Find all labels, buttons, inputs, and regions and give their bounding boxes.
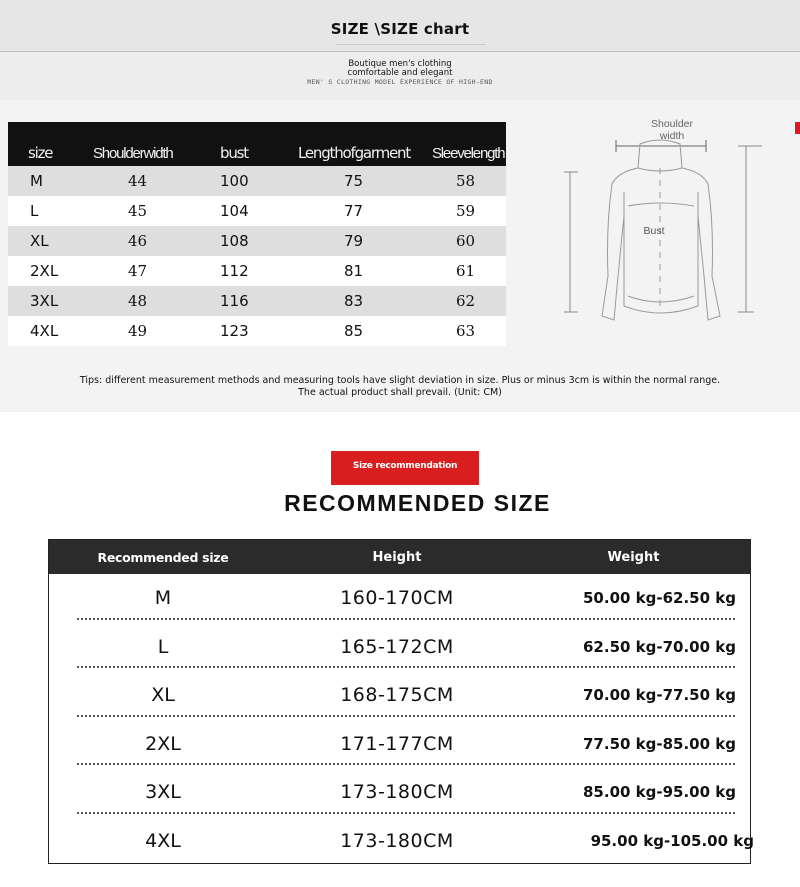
- table-row: [49, 817, 754, 866]
- cell-length: 85: [344, 322, 364, 340]
- cell-bust: 100: [220, 172, 249, 190]
- cell-length: 83: [344, 292, 364, 310]
- recommended-size-title: RECOMMENDED SIZE: [284, 490, 551, 516]
- cell-shoulder: 46: [128, 232, 148, 250]
- col-bust: bust: [220, 144, 248, 162]
- size-chart-table: [8, 122, 506, 346]
- cell-height: 173-180CM: [340, 781, 454, 804]
- cell-size: L: [157, 635, 169, 658]
- table-row: [49, 671, 750, 720]
- cell-sleeve: 62: [456, 292, 476, 310]
- table-row: [8, 166, 506, 196]
- cell-length: 77: [344, 202, 364, 220]
- cell-bust: 104: [220, 202, 249, 220]
- cell-sleeve: 60: [456, 232, 476, 250]
- cell-height: 171-177CM: [340, 732, 454, 755]
- cell-length: 75: [344, 172, 364, 190]
- cell-size: M: [154, 587, 172, 610]
- subtitle-band: [0, 52, 800, 100]
- subtitle-line-1: Boutique men's clothing: [348, 59, 452, 69]
- jacket-sketch: [548, 106, 800, 338]
- cell-length: 81: [344, 262, 364, 280]
- table-row: [8, 256, 506, 286]
- cell-size: XL: [151, 684, 175, 707]
- col-weight: Weight: [607, 549, 660, 565]
- bust-label: Bust: [643, 225, 665, 237]
- col-shoulder-width: Shoulderwidth: [93, 145, 173, 162]
- cell-sleeve: 63: [456, 322, 476, 340]
- table-row: [8, 226, 506, 256]
- size-chart-body: [8, 166, 506, 346]
- cell-length: 79: [344, 232, 364, 250]
- tips-line-1: Tips: different measurement methods and measuring tools have slight deviation in size. Plus or minus 3cm is within the normal range.: [79, 375, 721, 386]
- recommended-size-header: [49, 540, 750, 574]
- cell-bust: 112: [220, 262, 249, 280]
- page-title: SIZE \SIZE chart: [330, 20, 470, 38]
- size-chart-panel: [0, 100, 800, 412]
- cell-size: 2XL: [30, 262, 59, 280]
- cell-size: 3XL: [145, 781, 181, 804]
- subtitle-line-2: comfortable and elegant: [347, 68, 453, 78]
- cell-height: 160-170CM: [340, 587, 454, 610]
- cell-size: XL: [30, 232, 49, 250]
- cell-bust: 116: [220, 292, 249, 310]
- title-underline: [336, 44, 486, 45]
- table-row: [49, 623, 750, 672]
- cell-size: 3XL: [30, 292, 59, 310]
- cell-size: 2XL: [145, 732, 181, 755]
- table-row: [49, 720, 750, 769]
- cell-weight: 85.00 kg-95.00 kg: [583, 783, 736, 802]
- shoulder-label-line2: width: [659, 130, 685, 142]
- shoulder-label-line1: Shoulder: [650, 118, 694, 130]
- cell-bust: 108: [220, 232, 249, 250]
- red-corner-mark: [795, 122, 800, 134]
- tips-note: [0, 375, 800, 399]
- cell-bust: 123: [220, 322, 249, 340]
- cell-sleeve: 59: [456, 202, 476, 220]
- cell-shoulder: 44: [128, 172, 148, 190]
- tips-line-2: The actual product shall prevail. (Unit: CM): [298, 387, 502, 398]
- recommended-size-table: [48, 539, 754, 864]
- cell-shoulder: 48: [128, 292, 148, 310]
- cell-weight: 77.50 kg-85.00 kg: [583, 734, 736, 753]
- size-recommendation-badge: Size recommendation: [331, 451, 479, 485]
- cell-sleeve: 61: [456, 262, 476, 280]
- col-sleeve-length: Sleevelength: [432, 145, 505, 162]
- cell-height: 168-175CM: [340, 684, 454, 707]
- cell-weight: 50.00 kg-62.50 kg: [583, 589, 736, 608]
- col-height: Height: [372, 549, 422, 565]
- table-row: [8, 286, 506, 316]
- table-row: [49, 768, 750, 817]
- cell-height: 165-172CM: [340, 635, 454, 658]
- cell-shoulder: 49: [128, 322, 148, 340]
- cell-size: M: [30, 172, 43, 190]
- table-row: [8, 196, 506, 226]
- subtitle-line-3: MEN' S CLOTHING MODEL EXPERIENCE OF HIGH-END: [307, 78, 493, 86]
- cell-weight: 95.00 kg-105.00 kg: [590, 831, 754, 850]
- size-chart-header: [8, 122, 506, 166]
- cell-weight: 62.50 kg-70.00 kg: [583, 637, 736, 656]
- title-bar: [0, 0, 800, 52]
- col-garment-length: Lengthofgarment: [298, 144, 411, 162]
- cell-shoulder: 47: [128, 262, 148, 280]
- col-size: size: [28, 144, 53, 162]
- cell-size: 4XL: [145, 829, 181, 852]
- table-row: [49, 574, 750, 623]
- cell-weight: 70.00 kg-77.50 kg: [583, 686, 736, 705]
- cell-shoulder: 45: [128, 202, 148, 220]
- cell-height: 173-180CM: [340, 829, 454, 852]
- col-recommended-size: Recommended size: [97, 549, 229, 565]
- cell-size: L: [30, 202, 39, 220]
- table-row: [8, 316, 506, 346]
- cell-size: 4XL: [30, 322, 59, 340]
- cell-sleeve: 58: [456, 172, 476, 190]
